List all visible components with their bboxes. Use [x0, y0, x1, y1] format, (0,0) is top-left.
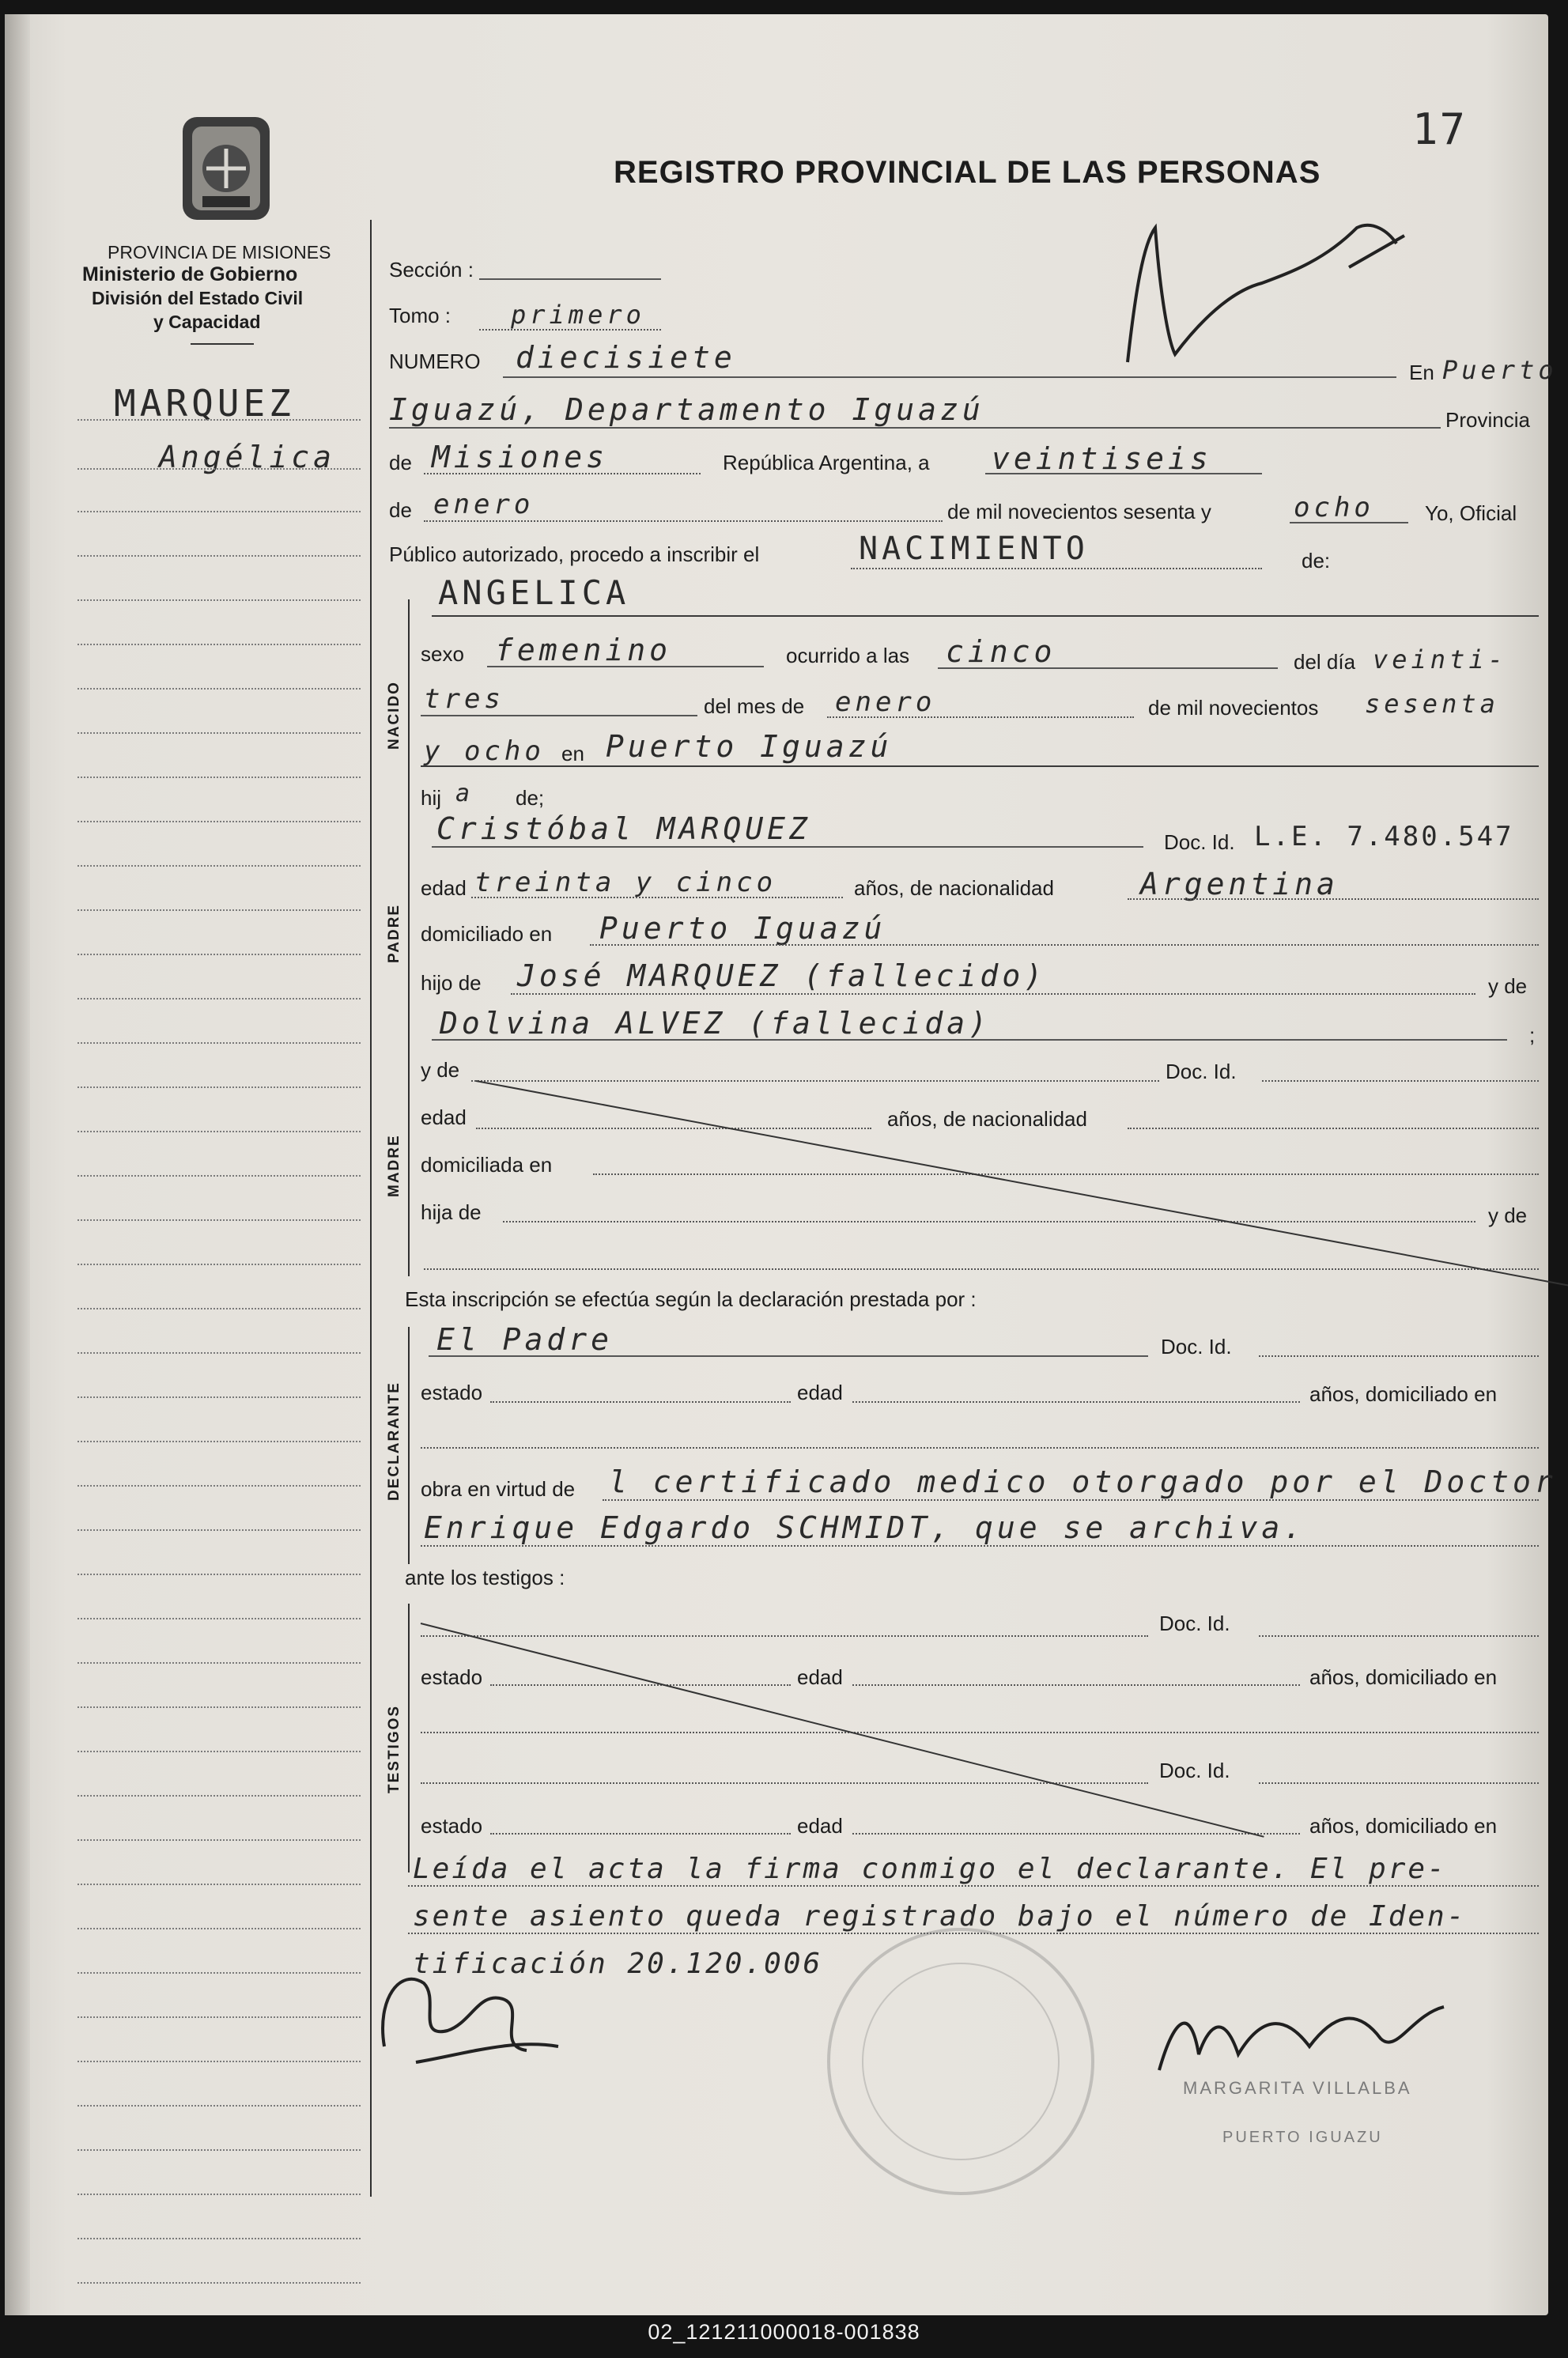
testigo1-anios-label: años, domiciliado en	[1309, 1665, 1498, 1689]
madre-dom-label: domiciliada en	[421, 1153, 553, 1177]
margin-line	[77, 644, 361, 645]
place-line	[389, 427, 1441, 429]
margin-line	[77, 2194, 361, 2195]
margin-line	[77, 1751, 361, 1752]
madre-bracket	[408, 1050, 410, 1276]
capacity-title: y Capacidad	[153, 312, 261, 332]
en-label: En	[1409, 361, 1434, 384]
stamp-place: PUERTO IGUAZU	[1222, 2129, 1383, 2146]
testigo1-dom-line	[421, 1732, 1539, 1733]
page-number: 17	[1412, 104, 1468, 154]
declarante-edad-line	[852, 1401, 1300, 1403]
padre-edad-label: edad	[421, 876, 467, 900]
year-value: ocho	[1294, 492, 1374, 523]
padre-hijo-label: hijo de	[421, 971, 482, 995]
declarant-signature	[368, 1952, 574, 2078]
margin-line	[77, 1352, 361, 1354]
sexo-line	[487, 666, 764, 667]
margin-line	[77, 419, 361, 421]
hora-line	[938, 667, 1278, 669]
testigos-intro: ante los testigos :	[405, 1566, 565, 1589]
madre-nac-label: años, de nacionalidad	[887, 1107, 1087, 1131]
margin-line	[77, 511, 361, 512]
margin-line	[77, 1884, 361, 1885]
stamp-name: MARGARITA VILLALBA	[1183, 2078, 1412, 2098]
mes-value: enero	[835, 686, 936, 718]
margin-line	[77, 998, 361, 1000]
tomo-line	[479, 329, 661, 331]
margin-line	[77, 1706, 361, 1708]
obra-value: l certificado medico otorgado por el Doctor	[609, 1464, 1557, 1499]
testigo2-doc-line	[1259, 1782, 1539, 1784]
padre-edad-line	[471, 897, 843, 898]
register-page	[5, 14, 1558, 2315]
margin-line	[77, 1042, 361, 1044]
anio-label: de mil novecientos	[1148, 696, 1319, 720]
binding-spine	[5, 14, 30, 2315]
margin-line	[77, 1618, 361, 1619]
margin-line	[77, 468, 361, 470]
testigo1-edad-line	[852, 1684, 1300, 1686]
nacido-bracket	[408, 599, 410, 821]
signature-top	[1112, 196, 1428, 378]
testigo1-estado-label: estado	[421, 1665, 483, 1689]
declarante-label: DECLARANTE	[386, 1381, 402, 1501]
margin-line	[77, 688, 361, 690]
margin-line	[77, 2282, 361, 2284]
margin-line	[77, 1839, 361, 1841]
day-value: veintiseis	[992, 441, 1212, 476]
margin-line	[77, 1264, 361, 1265]
ocurrido-label: ocurrido a las	[786, 644, 910, 667]
declarante-dom-line	[421, 1447, 1539, 1449]
month-line	[424, 520, 943, 522]
padre-name-line	[432, 846, 1143, 848]
seccion-label: Sección :	[389, 258, 474, 282]
madre-yde2-label: y de	[1488, 1204, 1528, 1227]
margin-line	[77, 1662, 361, 1664]
margin-line	[77, 2149, 361, 2151]
dia-line	[421, 715, 697, 716]
publico-label: Público autorizado, procedo a inscribir el	[389, 542, 760, 566]
padre-dom-value: Puerto Iguazú	[599, 911, 886, 946]
official-stamp	[827, 1928, 1094, 2195]
de2-label: de	[389, 498, 412, 522]
month-value: enero	[433, 489, 535, 520]
anio-value: sesenta	[1365, 689, 1499, 719]
obra-line-2	[421, 1545, 1539, 1547]
madre-hija-label: hija de	[421, 1200, 482, 1224]
act-line	[851, 568, 1262, 569]
division-title: División del Estado Civil	[92, 288, 304, 308]
padre-nac-label: años, de nacionalidad	[854, 876, 1054, 900]
province-title: PROVINCIA DE MISIONES	[108, 242, 331, 263]
place-value: Iguazú, Departamento Iguazú	[389, 392, 984, 427]
margin-line	[77, 1529, 361, 1531]
madre-last-line	[424, 1268, 1539, 1270]
mes-label: del mes de	[704, 694, 805, 718]
official-signature	[1143, 1983, 1460, 2086]
madre-name-line	[471, 1080, 1159, 1082]
de3-label: de:	[1302, 549, 1331, 572]
madre-doc-label: Doc. Id.	[1166, 1060, 1237, 1083]
coat-of-arms-icon	[167, 109, 285, 228]
sexo-value: femenino	[495, 633, 672, 667]
child-name-line	[432, 615, 1539, 617]
republica-label: República Argentina, a	[723, 451, 930, 474]
closing-line-2: sente asiento queda registrado bajo el número de Iden-	[413, 1900, 1467, 1933]
page-title: REGISTRO PROVINCIAL DE LAS PERSONAS	[614, 155, 1321, 190]
province-value: Misiones	[432, 440, 609, 474]
margin-line	[77, 909, 361, 911]
padre-yde-label: y de	[1488, 974, 1528, 998]
numero-line	[503, 376, 1396, 378]
en-value: Puerto	[1442, 355, 1558, 385]
sexo-label: sexo	[421, 642, 464, 666]
madre-label: MADRE	[386, 1134, 402, 1197]
provincia-label: Provincia	[1445, 408, 1530, 432]
margin-line	[77, 1175, 361, 1177]
testigo1-doc-label: Doc. Id.	[1159, 1612, 1230, 1635]
obra-line	[603, 1499, 1539, 1501]
anio-value-cont: y ocho	[424, 735, 545, 767]
padre-bracket	[408, 821, 410, 1058]
margin-line	[77, 599, 361, 601]
margin-line	[77, 954, 361, 955]
testigo1-name-line	[421, 1635, 1148, 1637]
mother-line	[432, 1039, 1507, 1041]
en-lugar-label: en	[561, 742, 584, 765]
hij-label: hij	[421, 786, 442, 810]
padre-doc-label: Doc. Id.	[1164, 830, 1235, 854]
margin-line	[77, 1308, 361, 1309]
padre-semicolon: ;	[1529, 1023, 1536, 1047]
act-value: NACIMIENTO	[859, 531, 1089, 567]
testigo2-edad-label: edad	[797, 1814, 843, 1838]
margin-line	[77, 865, 361, 867]
padre-edad-value: treinta y cinco	[474, 867, 777, 898]
de-label: de	[389, 451, 412, 474]
mother-value: Dolvina ALVEZ (fallecida)	[440, 1006, 991, 1041]
margin-surname: MARQUEZ	[114, 382, 295, 425]
testigos-bracket	[408, 1604, 410, 1872]
margin-line	[77, 1795, 361, 1797]
madre-yde-label: y de	[421, 1058, 460, 1082]
padre-nac-line	[1128, 898, 1539, 900]
image-id-footer: 02_121211000018-001838	[648, 2320, 920, 2344]
testigo1-doc-line	[1259, 1635, 1539, 1637]
testigos-strike	[421, 1623, 1264, 1838]
margin-line	[77, 1928, 361, 1929]
hij-value: a	[455, 780, 474, 807]
margin-line	[77, 777, 361, 778]
day-line	[985, 473, 1262, 474]
declarante-bracket	[408, 1327, 410, 1564]
madre-doc-line	[1262, 1080, 1539, 1082]
margin-line	[77, 1219, 361, 1221]
dia-value-cont: tres	[424, 683, 504, 715]
testigos-label: TESTIGOS	[386, 1704, 402, 1793]
margin-line	[77, 555, 361, 557]
lugar-value: Puerto Iguazú	[606, 729, 893, 764]
testigo2-doc-label: Doc. Id.	[1159, 1759, 1230, 1782]
seccion-line	[479, 278, 661, 280]
declarante-doc-label: Doc. Id.	[1161, 1335, 1232, 1358]
hij-de-label: de;	[516, 786, 545, 810]
padre-dom-label: domiciliado en	[421, 922, 553, 946]
dia-value: veinti-	[1373, 644, 1507, 675]
margin-line	[77, 1972, 361, 1974]
declarante-doc-line	[1259, 1355, 1539, 1357]
numero-value: diecisiete	[516, 340, 736, 375]
margin-line	[77, 1086, 361, 1088]
father-value: José MARQUEZ (fallecido)	[517, 958, 1047, 993]
padre-nac-value: Argentina	[1140, 867, 1339, 901]
tomo-value: primero	[511, 300, 645, 330]
margin-line	[77, 732, 361, 734]
closing-rule-1	[408, 1885, 1539, 1887]
padre-label: PADRE	[386, 903, 402, 963]
closing-line-1: Leída el acta la firma conmigo el declarante. El pre-	[413, 1853, 1447, 1885]
padre-dom-line	[590, 944, 1539, 946]
madre-edad-line	[476, 1128, 871, 1129]
testigo2-name-line	[421, 1782, 1148, 1784]
margin-line	[77, 2238, 361, 2239]
tomo-label: Tomo :	[389, 304, 452, 327]
lugar-line	[421, 765, 1539, 767]
obra-value-cont: Enrique Edgardo SCHMIDT, que se archiva.	[424, 1510, 1306, 1545]
margin-line	[77, 1485, 361, 1487]
father-line	[511, 993, 1475, 995]
declarante-estado-label: estado	[421, 1381, 483, 1404]
testigo1-edad-label: edad	[797, 1665, 843, 1689]
declarante-name-line	[429, 1355, 1148, 1357]
margin-line	[77, 2016, 361, 2018]
header-divider	[191, 343, 254, 345]
obra-label: obra en virtud de	[421, 1477, 576, 1501]
declarante-estado-line	[490, 1401, 791, 1403]
margin-line	[77, 2061, 361, 2062]
margin-line	[77, 1131, 361, 1132]
margin-line	[77, 2105, 361, 2107]
margin-line	[77, 1441, 361, 1442]
nacido-label: NACIDO	[386, 681, 402, 750]
padre-name: Cristóbal MARQUEZ	[436, 811, 811, 846]
year-line	[1290, 522, 1408, 523]
dia-label: del día	[1294, 650, 1356, 674]
testigo2-estado-label: estado	[421, 1814, 483, 1838]
closing-line-3: tificación 20.120.006	[413, 1948, 823, 1980]
testigo2-anios-label: años, domiciliado en	[1309, 1814, 1498, 1838]
testigo2-edad-line	[852, 1833, 1300, 1835]
margin-line	[77, 1396, 361, 1398]
mes-line	[827, 716, 1134, 718]
margin-line	[77, 821, 361, 822]
padre-doc-value: L.E. 7.480.547	[1254, 821, 1514, 852]
child-name: ANGELICA	[438, 573, 630, 612]
province-line	[424, 473, 701, 474]
testigo1-estado-line	[490, 1684, 791, 1686]
testigo2-estado-line	[490, 1833, 791, 1835]
madre-edad-label: edad	[421, 1105, 467, 1129]
margin-given-name: Angélica	[159, 440, 336, 474]
declarante-intro: Esta inscripción se efectúa según la declaración prestada por :	[405, 1287, 977, 1311]
year-label: de mil novecientos sesenta y	[947, 500, 1211, 523]
hora-value: cinco	[946, 634, 1056, 669]
margin-line	[77, 1574, 361, 1575]
oficial-label: Yo, Oficial	[1425, 501, 1517, 525]
declarante-name: El Padre	[436, 1322, 614, 1357]
main-divider	[370, 220, 372, 2197]
madre-dom-line	[593, 1173, 1539, 1175]
ministry-title: Ministerio de Gobierno	[82, 263, 298, 285]
declarante-anios-label: años, domiciliado en	[1309, 1382, 1498, 1406]
madre-hija-line	[503, 1221, 1475, 1222]
madre-nac-line	[1128, 1128, 1539, 1129]
numero-label: NUMERO	[389, 350, 481, 373]
declarante-edad-label: edad	[797, 1381, 843, 1404]
